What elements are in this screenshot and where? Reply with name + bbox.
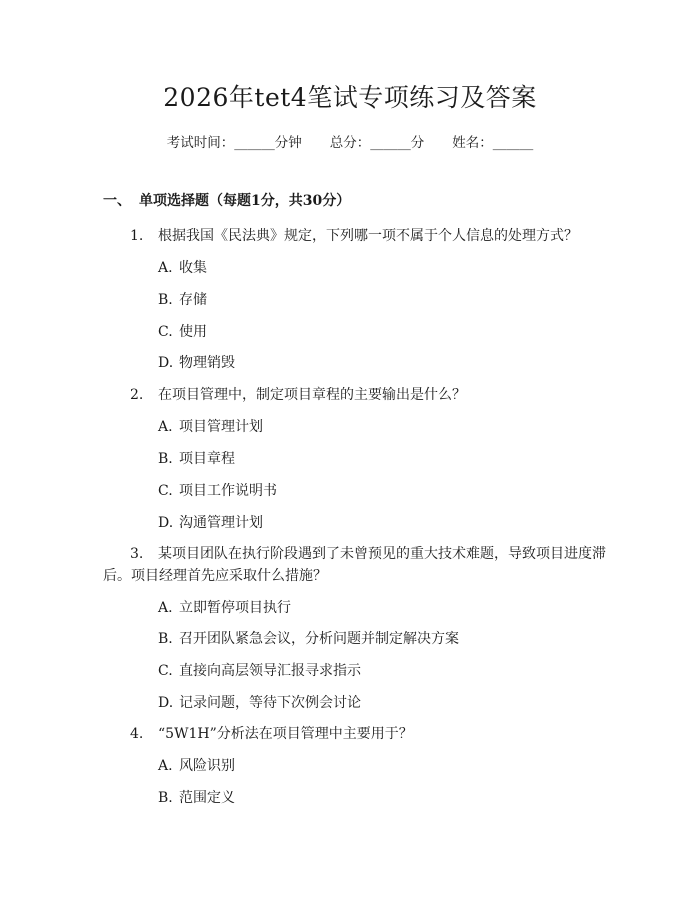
question-3-option-b xyxy=(158,628,459,648)
total-score-label: 总分：______分 xyxy=(329,135,425,151)
exam-info-line xyxy=(0,131,700,151)
question-2-option-b xyxy=(158,448,235,468)
question-1-option-d xyxy=(158,352,235,372)
section-title: 单项选择题（每题1分，共30分） xyxy=(139,193,351,209)
question-1 xyxy=(130,225,578,245)
question-1-option-b xyxy=(158,289,207,309)
question-2-option-d xyxy=(158,512,263,532)
option-text: 立即暂停项目执行 xyxy=(179,600,291,616)
question-number: 3. xyxy=(130,546,144,562)
option-label: A. xyxy=(158,419,173,435)
option-label: B. xyxy=(158,790,173,806)
question-number: 1. xyxy=(130,228,144,244)
option-text: 物理销毁 xyxy=(179,355,235,371)
question-text: 某项目团队在执行阶段遇到了未曾预见的重大技术难题，导致项目进度滞 xyxy=(158,546,606,562)
option-label: B. xyxy=(158,631,173,647)
question-3-option-a xyxy=(158,597,291,617)
question-text: 在项目管理中，制定项目章程的主要输出是什么？ xyxy=(158,387,466,403)
question-3-option-d xyxy=(158,692,361,712)
option-label: D. xyxy=(158,355,174,371)
name-label: 姓名：______ xyxy=(452,135,534,151)
option-text: 范围定义 xyxy=(179,790,235,806)
question-1-option-c xyxy=(158,321,207,341)
question-3-option-c xyxy=(158,660,361,680)
question-number: 4. xyxy=(130,726,144,742)
question-number: 2. xyxy=(130,387,144,403)
option-text: 项目章程 xyxy=(179,451,235,467)
option-label: C. xyxy=(158,483,173,499)
question-4 xyxy=(130,723,413,743)
option-text: 项目工作说明书 xyxy=(179,483,277,499)
option-label: D. xyxy=(158,695,174,711)
question-2-option-c xyxy=(158,480,277,500)
option-text: 召开团队紧急会议，分析问题并制定解决方案 xyxy=(179,631,459,647)
option-text: 使用 xyxy=(179,324,207,340)
question-2 xyxy=(130,384,466,404)
question-2-option-a xyxy=(158,416,263,436)
section-number: 一、 xyxy=(103,193,131,209)
option-label: A. xyxy=(158,260,173,276)
question-3-continuation: 后。项目经理首先应采取什么措施？ xyxy=(103,568,327,584)
question-4-option-a xyxy=(158,755,235,775)
option-label: A. xyxy=(158,600,173,616)
option-label: D. xyxy=(158,515,174,531)
section-heading xyxy=(103,190,350,210)
page-title: 2026年tet4笔试专项练习及答案 xyxy=(163,83,537,112)
option-text: 记录问题，等待下次例会讨论 xyxy=(179,695,361,711)
option-label: C. xyxy=(158,663,173,679)
option-label: B. xyxy=(158,451,173,467)
option-text: 直接向高层领导汇报寻求指示 xyxy=(179,663,361,679)
option-text: 风险识别 xyxy=(179,758,235,774)
question-4-option-b xyxy=(158,787,235,807)
option-text: 沟通管理计划 xyxy=(179,515,263,531)
question-3 xyxy=(130,543,606,563)
option-label: A. xyxy=(158,758,173,774)
question-1-option-a xyxy=(158,257,207,277)
option-label: C. xyxy=(158,324,173,340)
question-text: 根据我国《民法典》规定，下列哪一项不属于个人信息的处理方式？ xyxy=(158,228,578,244)
option-text: 收集 xyxy=(179,260,207,276)
option-text: 存储 xyxy=(179,292,207,308)
exam-time-label: 考试时间：______分钟 xyxy=(166,135,302,151)
option-label: B. xyxy=(158,292,173,308)
question-text: “5W1H”分析法在项目管理中主要用于？ xyxy=(158,726,413,742)
option-text: 项目管理计划 xyxy=(179,419,263,435)
